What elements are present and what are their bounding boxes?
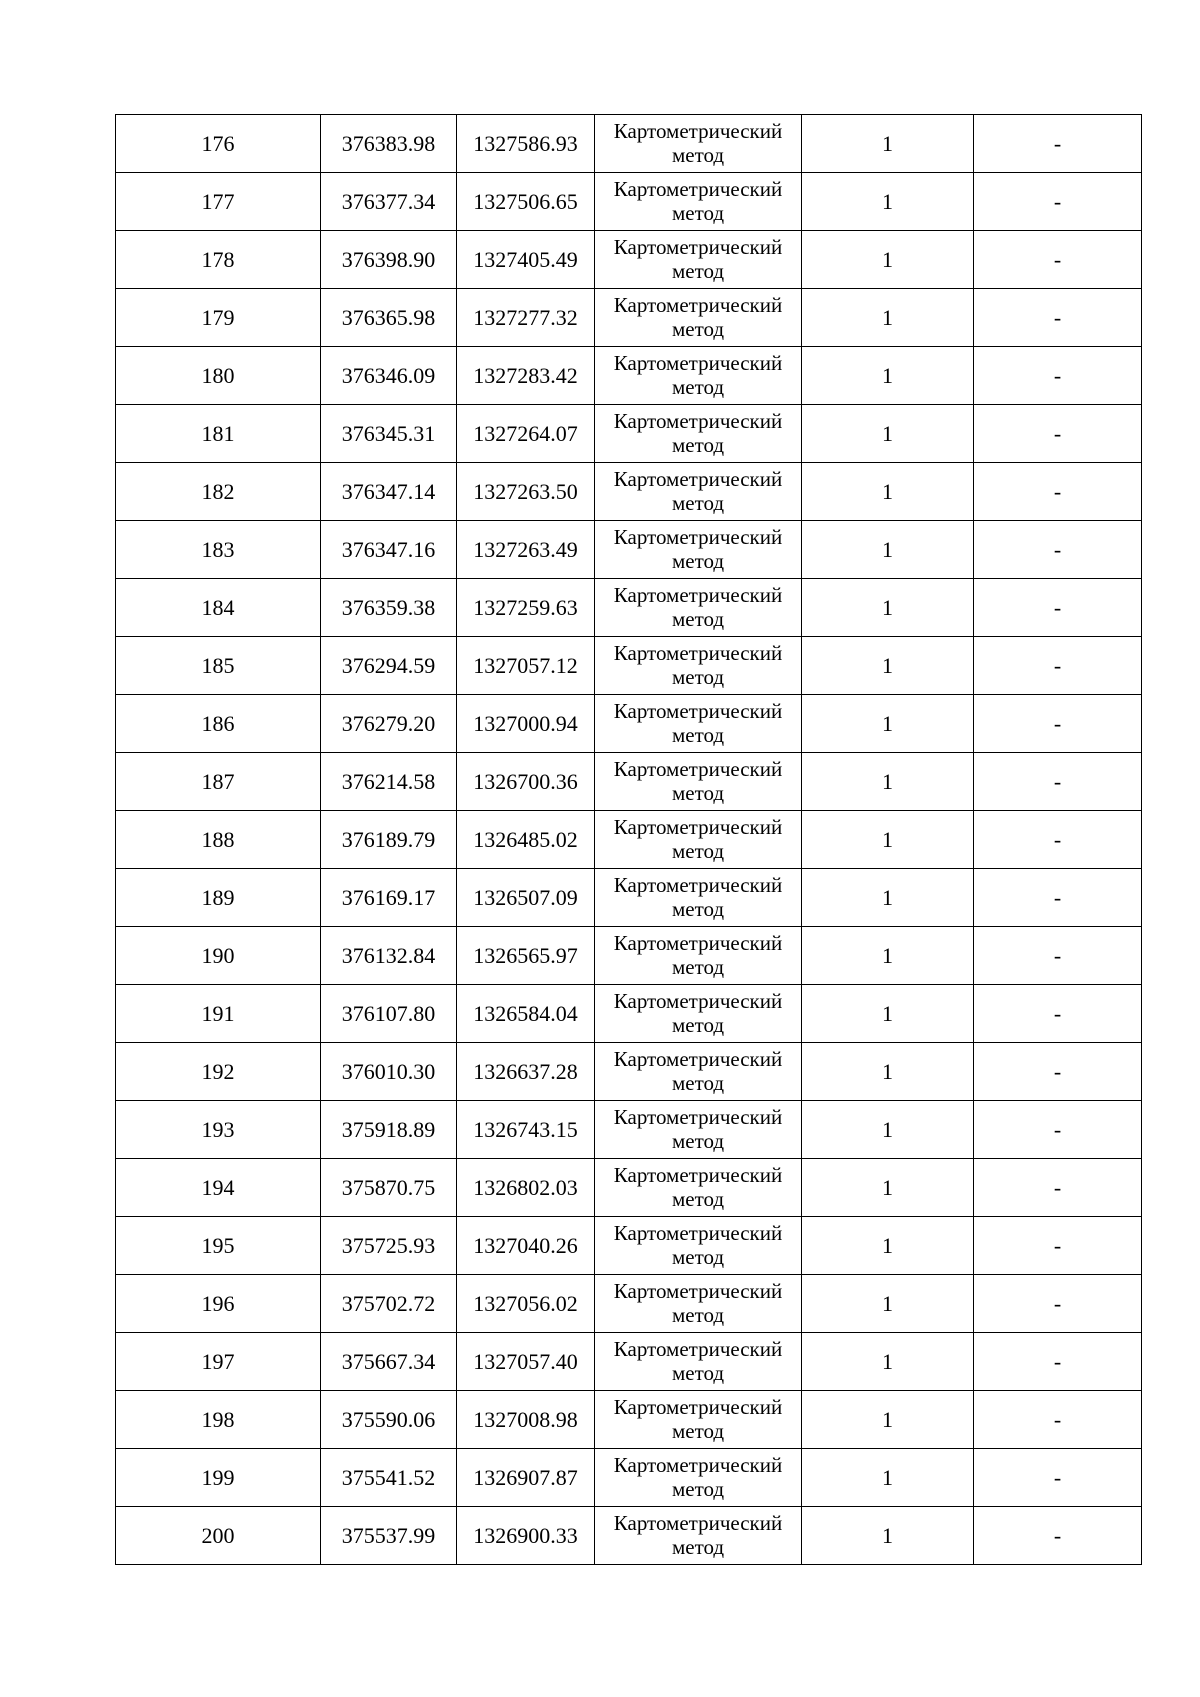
- method-cell: [595, 1507, 802, 1565]
- note-cell: -: [974, 1333, 1142, 1391]
- accuracy-cell: 1: [802, 1159, 974, 1217]
- method-line-2: метод: [671, 548, 725, 573]
- method-line-2: метод: [671, 432, 725, 457]
- x-coordinate-cell: 376345.31: [321, 405, 457, 463]
- method-line-1: Картометрический: [613, 525, 783, 550]
- y-coordinate-cell: 1327057.40: [457, 1333, 595, 1391]
- method-cell: [595, 985, 802, 1043]
- method-line-1: Картометрический: [613, 1047, 783, 1072]
- method-cell: [595, 231, 802, 289]
- method-cell: [595, 1275, 802, 1333]
- note-cell: -: [974, 231, 1142, 289]
- table-row: [116, 1391, 1142, 1449]
- coordinates-table: [115, 114, 1142, 1565]
- method-line-2: метод: [671, 1418, 725, 1443]
- method-line-2: метод: [671, 954, 725, 979]
- table-row: [116, 231, 1142, 289]
- method-line-2: метод: [671, 142, 725, 167]
- point-number-cell: 193: [116, 1101, 321, 1159]
- method-line-1: Картометрический: [613, 467, 783, 492]
- method-line-1: Картометрический: [613, 873, 783, 898]
- y-coordinate-cell: 1326637.28: [457, 1043, 595, 1101]
- table-row: [116, 1159, 1142, 1217]
- method-line-1: Картометрический: [613, 1221, 783, 1246]
- table-row: [116, 1449, 1142, 1507]
- method-cell: [595, 927, 802, 985]
- accuracy-cell: 1: [802, 173, 974, 231]
- point-number-cell: 192: [116, 1043, 321, 1101]
- accuracy-cell: 1: [802, 521, 974, 579]
- point-number-cell: 188: [116, 811, 321, 869]
- note-cell: -: [974, 637, 1142, 695]
- method-line-1: Картометрический: [613, 931, 783, 956]
- note-cell: -: [974, 1507, 1142, 1565]
- y-coordinate-cell: 1326907.87: [457, 1449, 595, 1507]
- accuracy-cell: 1: [802, 869, 974, 927]
- method-cell: [595, 1159, 802, 1217]
- method-line-2: метод: [671, 200, 725, 225]
- note-cell: -: [974, 1101, 1142, 1159]
- point-number-cell: 177: [116, 173, 321, 231]
- accuracy-cell: 1: [802, 637, 974, 695]
- table-row: [116, 1275, 1142, 1333]
- x-coordinate-cell: 376132.84: [321, 927, 457, 985]
- y-coordinate-cell: 1327264.07: [457, 405, 595, 463]
- table-row: [116, 1043, 1142, 1101]
- method-line-1: Картометрический: [613, 235, 783, 260]
- method-line-2: метод: [671, 1012, 725, 1037]
- note-cell: -: [974, 927, 1142, 985]
- x-coordinate-cell: 375725.93: [321, 1217, 457, 1275]
- accuracy-cell: 1: [802, 1507, 974, 1565]
- y-coordinate-cell: 1327000.94: [457, 695, 595, 753]
- y-coordinate-cell: 1327277.32: [457, 289, 595, 347]
- method-line-1: Картометрический: [613, 351, 783, 376]
- point-number-cell: 196: [116, 1275, 321, 1333]
- y-coordinate-cell: 1326900.33: [457, 1507, 595, 1565]
- method-line-1: Картометрический: [613, 1337, 783, 1362]
- y-coordinate-cell: 1327506.65: [457, 173, 595, 231]
- method-line-2: метод: [671, 1244, 725, 1269]
- method-line-1: Картометрический: [613, 1395, 783, 1420]
- table-row: [116, 1101, 1142, 1159]
- method-cell: [595, 1449, 802, 1507]
- method-cell: [595, 1217, 802, 1275]
- method-line-1: Картометрический: [613, 989, 783, 1014]
- method-cell: [595, 521, 802, 579]
- accuracy-cell: 1: [802, 811, 974, 869]
- accuracy-cell: 1: [802, 1217, 974, 1275]
- method-cell: [595, 1043, 802, 1101]
- table-row: [116, 405, 1142, 463]
- method-line-1: Картометрический: [613, 1511, 783, 1536]
- table-row: [116, 115, 1142, 173]
- y-coordinate-cell: 1327283.42: [457, 347, 595, 405]
- x-coordinate-cell: 376347.14: [321, 463, 457, 521]
- point-number-cell: 191: [116, 985, 321, 1043]
- note-cell: -: [974, 115, 1142, 173]
- x-coordinate-cell: 376346.09: [321, 347, 457, 405]
- y-coordinate-cell: 1327263.50: [457, 463, 595, 521]
- note-cell: -: [974, 695, 1142, 753]
- y-coordinate-cell: 1327586.93: [457, 115, 595, 173]
- method-line-2: метод: [671, 1534, 725, 1559]
- table-row: [116, 579, 1142, 637]
- point-number-cell: 180: [116, 347, 321, 405]
- point-number-cell: 176: [116, 115, 321, 173]
- method-line-1: Картометрический: [613, 583, 783, 608]
- accuracy-cell: 1: [802, 347, 974, 405]
- y-coordinate-cell: 1327057.12: [457, 637, 595, 695]
- method-line-2: метод: [671, 1302, 725, 1327]
- accuracy-cell: 1: [802, 405, 974, 463]
- table-row: [116, 753, 1142, 811]
- note-cell: -: [974, 1159, 1142, 1217]
- point-number-cell: 186: [116, 695, 321, 753]
- note-cell: -: [974, 173, 1142, 231]
- note-cell: -: [974, 1391, 1142, 1449]
- accuracy-cell: 1: [802, 753, 974, 811]
- accuracy-cell: 1: [802, 463, 974, 521]
- point-number-cell: 200: [116, 1507, 321, 1565]
- point-number-cell: 179: [116, 289, 321, 347]
- y-coordinate-cell: 1326584.04: [457, 985, 595, 1043]
- table-body: [116, 115, 1142, 1565]
- method-line-2: метод: [671, 896, 725, 921]
- method-line-2: метод: [671, 664, 725, 689]
- method-line-2: метод: [671, 606, 725, 631]
- x-coordinate-cell: 376169.17: [321, 869, 457, 927]
- table-row: [116, 173, 1142, 231]
- method-line-2: метод: [671, 1128, 725, 1153]
- method-cell: [595, 1101, 802, 1159]
- table-row: [116, 289, 1142, 347]
- method-cell: [595, 579, 802, 637]
- note-cell: -: [974, 347, 1142, 405]
- table-row: [116, 1217, 1142, 1275]
- y-coordinate-cell: 1327405.49: [457, 231, 595, 289]
- x-coordinate-cell: 376347.16: [321, 521, 457, 579]
- y-coordinate-cell: 1327259.63: [457, 579, 595, 637]
- table-row: [116, 985, 1142, 1043]
- x-coordinate-cell: 375667.34: [321, 1333, 457, 1391]
- method-line-1: Картометрический: [613, 177, 783, 202]
- note-cell: -: [974, 985, 1142, 1043]
- table-row: [116, 695, 1142, 753]
- x-coordinate-cell: 376359.38: [321, 579, 457, 637]
- x-coordinate-cell: 376189.79: [321, 811, 457, 869]
- table-row: [116, 927, 1142, 985]
- accuracy-cell: 1: [802, 985, 974, 1043]
- method-line-1: Картометрический: [613, 409, 783, 434]
- accuracy-cell: 1: [802, 1043, 974, 1101]
- note-cell: -: [974, 1275, 1142, 1333]
- y-coordinate-cell: 1327056.02: [457, 1275, 595, 1333]
- method-cell: [595, 869, 802, 927]
- x-coordinate-cell: 376214.58: [321, 753, 457, 811]
- method-cell: [595, 347, 802, 405]
- accuracy-cell: 1: [802, 927, 974, 985]
- note-cell: -: [974, 405, 1142, 463]
- method-cell: [595, 115, 802, 173]
- accuracy-cell: 1: [802, 695, 974, 753]
- x-coordinate-cell: 376279.20: [321, 695, 457, 753]
- y-coordinate-cell: 1327040.26: [457, 1217, 595, 1275]
- method-cell: [595, 753, 802, 811]
- table-row: [116, 1507, 1142, 1565]
- method-line-2: метод: [671, 316, 725, 341]
- method-line-1: Картометрический: [613, 293, 783, 318]
- y-coordinate-cell: 1326507.09: [457, 869, 595, 927]
- method-line-2: метод: [671, 374, 725, 399]
- method-line-2: метод: [671, 780, 725, 805]
- method-line-1: Картометрический: [613, 815, 783, 840]
- method-cell: [595, 695, 802, 753]
- method-line-1: Картометрический: [613, 1453, 783, 1478]
- method-line-2: метод: [671, 258, 725, 283]
- point-number-cell: 185: [116, 637, 321, 695]
- method-cell: [595, 405, 802, 463]
- point-number-cell: 189: [116, 869, 321, 927]
- point-number-cell: 183: [116, 521, 321, 579]
- x-coordinate-cell: 376010.30: [321, 1043, 457, 1101]
- note-cell: -: [974, 1449, 1142, 1507]
- method-cell: [595, 289, 802, 347]
- method-line-1: Картометрический: [613, 699, 783, 724]
- method-line-2: метод: [671, 490, 725, 515]
- x-coordinate-cell: 375537.99: [321, 1507, 457, 1565]
- method-line-1: Картометрический: [613, 757, 783, 782]
- point-number-cell: 194: [116, 1159, 321, 1217]
- point-number-cell: 195: [116, 1217, 321, 1275]
- y-coordinate-cell: 1327008.98: [457, 1391, 595, 1449]
- y-coordinate-cell: 1326802.03: [457, 1159, 595, 1217]
- method-cell: [595, 1391, 802, 1449]
- x-coordinate-cell: 376383.98: [321, 115, 457, 173]
- x-coordinate-cell: 376377.34: [321, 173, 457, 231]
- point-number-cell: 182: [116, 463, 321, 521]
- method-line-2: метод: [671, 722, 725, 747]
- y-coordinate-cell: 1326743.15: [457, 1101, 595, 1159]
- method-line-1: Картометрический: [613, 1163, 783, 1188]
- method-cell: [595, 637, 802, 695]
- x-coordinate-cell: 375590.06: [321, 1391, 457, 1449]
- method-cell: [595, 811, 802, 869]
- note-cell: -: [974, 1217, 1142, 1275]
- accuracy-cell: 1: [802, 579, 974, 637]
- note-cell: -: [974, 289, 1142, 347]
- point-number-cell: 187: [116, 753, 321, 811]
- y-coordinate-cell: 1327263.49: [457, 521, 595, 579]
- note-cell: -: [974, 463, 1142, 521]
- x-coordinate-cell: 375702.72: [321, 1275, 457, 1333]
- point-number-cell: 199: [116, 1449, 321, 1507]
- point-number-cell: 181: [116, 405, 321, 463]
- method-cell: [595, 463, 802, 521]
- table-row: [116, 521, 1142, 579]
- x-coordinate-cell: 376294.59: [321, 637, 457, 695]
- x-coordinate-cell: 375918.89: [321, 1101, 457, 1159]
- x-coordinate-cell: 375541.52: [321, 1449, 457, 1507]
- table-row: [116, 637, 1142, 695]
- accuracy-cell: 1: [802, 289, 974, 347]
- method-line-1: Картометрический: [613, 119, 783, 144]
- table-row: [116, 869, 1142, 927]
- note-cell: -: [974, 753, 1142, 811]
- accuracy-cell: 1: [802, 1333, 974, 1391]
- point-number-cell: 198: [116, 1391, 321, 1449]
- accuracy-cell: 1: [802, 1449, 974, 1507]
- method-line-1: Картометрический: [613, 1279, 783, 1304]
- note-cell: -: [974, 811, 1142, 869]
- table-row: [116, 347, 1142, 405]
- table-row: [116, 1333, 1142, 1391]
- point-number-cell: 197: [116, 1333, 321, 1391]
- method-line-1: Картометрический: [613, 641, 783, 666]
- method-line-1: Картометрический: [613, 1105, 783, 1130]
- table-row: [116, 811, 1142, 869]
- accuracy-cell: 1: [802, 1391, 974, 1449]
- method-line-2: метод: [671, 1476, 725, 1501]
- point-number-cell: 178: [116, 231, 321, 289]
- note-cell: -: [974, 1043, 1142, 1101]
- x-coordinate-cell: 376398.90: [321, 231, 457, 289]
- note-cell: -: [974, 869, 1142, 927]
- accuracy-cell: 1: [802, 231, 974, 289]
- method-line-2: метод: [671, 1070, 725, 1095]
- point-number-cell: 190: [116, 927, 321, 985]
- note-cell: -: [974, 521, 1142, 579]
- note-cell: -: [974, 579, 1142, 637]
- accuracy-cell: 1: [802, 115, 974, 173]
- table-row: [116, 463, 1142, 521]
- x-coordinate-cell: 376365.98: [321, 289, 457, 347]
- method-cell: [595, 173, 802, 231]
- method-line-2: метод: [671, 838, 725, 863]
- method-line-2: метод: [671, 1186, 725, 1211]
- accuracy-cell: 1: [802, 1275, 974, 1333]
- point-number-cell: 184: [116, 579, 321, 637]
- accuracy-cell: 1: [802, 1101, 974, 1159]
- y-coordinate-cell: 1326700.36: [457, 753, 595, 811]
- x-coordinate-cell: 375870.75: [321, 1159, 457, 1217]
- x-coordinate-cell: 376107.80: [321, 985, 457, 1043]
- y-coordinate-cell: 1326565.97: [457, 927, 595, 985]
- method-line-2: метод: [671, 1360, 725, 1385]
- y-coordinate-cell: 1326485.02: [457, 811, 595, 869]
- method-cell: [595, 1333, 802, 1391]
